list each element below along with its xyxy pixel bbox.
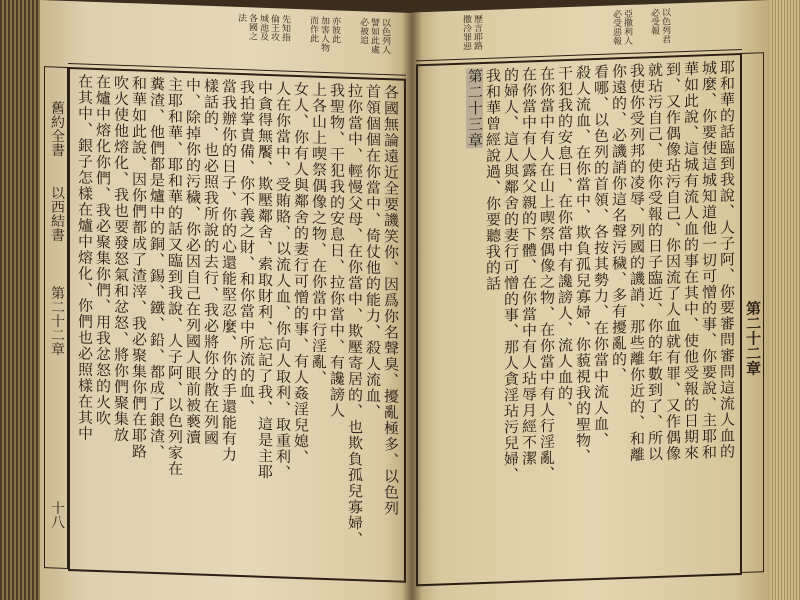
right-text-column: 華如此說、這城有流人血的事在其中、使他受報的日期來 xyxy=(682,60,700,462)
chapter-heading: 第二十二章 xyxy=(744,300,762,376)
margin-book-title: 舊約全書 xyxy=(49,100,65,157)
right-note: 亞撒利人 xyxy=(622,8,632,46)
right-note: 以色列君 xyxy=(660,7,670,44)
right-text-column: 在你當中有人露父親的下體、在你當中有人玷辱月經不潔 xyxy=(520,66,538,467)
left-text-column: 糞渣、他們都是爐中的銅、錫、鐵、鉛、都成了銀渣、 xyxy=(148,75,166,461)
left-note: 亦彼此 xyxy=(330,16,340,44)
left-text-column: 在爐中熔化你們、我必聚集你們、用我忿怒的火吹 xyxy=(94,73,112,427)
right-text-column: 殺人流血、在你當中、欺負孤兒寡婦、你藐視我的聖物、 xyxy=(574,64,592,465)
left-note: 倫王攻 xyxy=(269,13,279,42)
left-note: 而作此 xyxy=(308,15,318,43)
right-text-column: 在你當中有人在山上喫祭偶像之物、在你當中有人行淫亂、 xyxy=(538,65,556,483)
right-note: 必受惡報 xyxy=(611,9,621,46)
left-text-column: 樣話的、也必照我所說的去行、我必將你分散在列國 xyxy=(202,77,220,447)
left-note: 法 xyxy=(236,12,246,23)
left-note: 先知指 xyxy=(280,14,290,42)
right-note: 撒冷罪惡 xyxy=(461,14,471,51)
right-page-edges xyxy=(770,0,800,600)
right-text-column: 到、又作偶像玷污自己、你因流了人血就有罪、又作偶像 xyxy=(664,61,682,462)
left-text-column: 中、除掉你的污穢、你必因自己在列國人眼前被褻瀆 xyxy=(184,77,202,446)
book-spine-shadow xyxy=(402,0,422,600)
left-text-column: 各國無論遠近全要譏笑你、因爲你名聲臭、擾亂極多、以色列 xyxy=(382,83,400,517)
left-text-column: 我拍掌責備、你不義之財、和你當中所流的血、 xyxy=(238,78,256,416)
left-text-column: 和華如此說、因你們都成了渣滓、我必聚集你們在耶路 xyxy=(130,75,148,460)
left-text-column: 中貪得無饜、欺壓鄰舍、索取財利、忘記了我、這是主耶 xyxy=(256,79,274,481)
left-text-column: 拉你當中、輕慢父母、在你當中、欺壓寄居的、也欺負孤兒寡婦、 xyxy=(346,82,364,548)
left-note: 必被追 xyxy=(358,17,368,45)
right-text-column: 我和華曾經說過、你要聽我的話 xyxy=(484,67,502,292)
right-text-column: 干犯我的安息日、在你當中有讒謗人、流人血的、 xyxy=(556,64,574,418)
left-text-column: 上各山上喫祭偶像之物、在你當中行淫亂、 xyxy=(310,81,328,387)
left-text-column: 我聖物、干犯我的安息日、拉你當中、有讒謗人 xyxy=(328,82,346,419)
left-text-column: 當我辦你的日子、你的心還能堅忍麼、你的手還能有力 xyxy=(220,78,238,463)
margin-page-number: 十八 xyxy=(49,500,65,529)
left-note: 各國之 xyxy=(247,13,257,41)
left-text-column: 主耶和華、耶和華的話又臨到我說、人子阿、以色列家在 xyxy=(166,76,184,478)
right-page xyxy=(412,0,770,600)
left-page-edges xyxy=(0,0,40,600)
left-text-column: 吹火使他熔化、我也要發怒氣和忿怒、將你們聚集放 xyxy=(112,74,130,444)
right-text-column: 我使你受列邦的凌辱、列國的譏誚、那些離你近的、和離 xyxy=(628,62,646,463)
left-note: 加害人物 xyxy=(319,15,329,53)
right-note: 歷言耶路 xyxy=(472,14,482,51)
left-text-column: 女人、你有人與鄰舍的妻行可憎的事、有人姦淫兒媳、 xyxy=(292,80,310,466)
left-text-column: 在其中、銀子怎樣在爐中熔化、你們也必照樣在其中 xyxy=(76,73,94,442)
right-text-column: 耶和華的話臨到我說、人子阿、你要審問審問這流人血的 xyxy=(718,59,736,460)
right-note: 必受報 xyxy=(649,7,659,36)
right-text-column: 你遠的、必譏誚你這名聲污穢、多有擾亂的、 xyxy=(610,62,628,384)
right-text-column: 城麼、你要使這城知道他一切可憎的事、你要說、主耶和 xyxy=(700,59,718,461)
section-heading: 第二十三章 xyxy=(466,67,484,149)
right-text-column: 看哪、以色列的首領、各按其勢力、在你當中流人血、 xyxy=(592,63,610,449)
right-text-column: 的婦人、這人與鄰舍的妻行可憎的事、那人貪淫玷污兒婦、 xyxy=(502,66,520,484)
left-text-column: 人在你當中、受賄賂、以流人血、你向人取利、取重利、 xyxy=(274,80,292,481)
margin-book-name: 以西結書 xyxy=(49,185,65,242)
right-text-column: 就玷污自己、使你受報的日子臨近、你的年數到了、所以 xyxy=(646,61,664,463)
left-note: 城池及 xyxy=(258,13,268,41)
left-page xyxy=(40,0,412,600)
left-note: 以色列人 xyxy=(380,17,390,55)
margin-chapter: 第二十二章 xyxy=(49,285,65,356)
left-note: 譬如此處 xyxy=(369,17,379,54)
left-text-column: 首領個個在你當中、倚仗他的能力、殺人流血、 xyxy=(364,83,382,420)
